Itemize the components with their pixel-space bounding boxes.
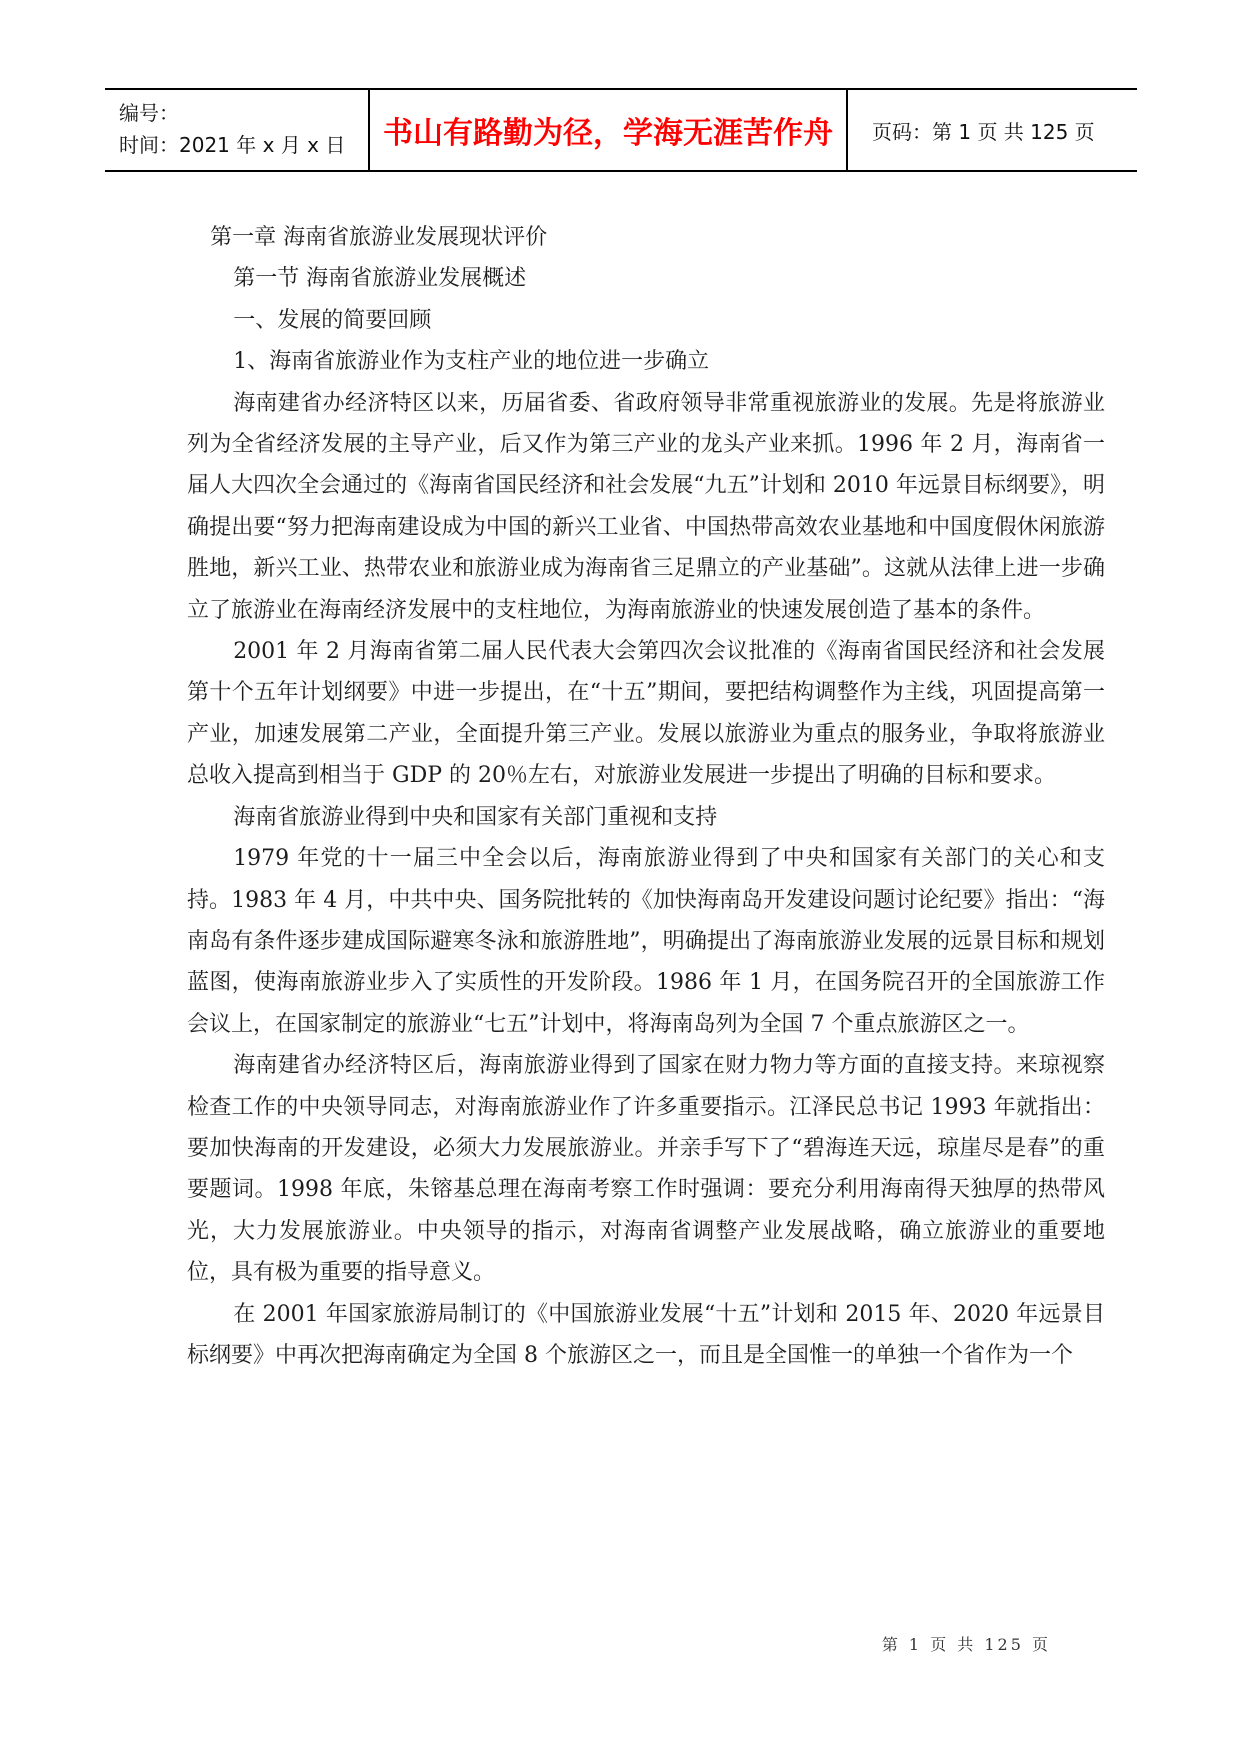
header-page-info: 页码：第 1 页 共 125 页 [872, 119, 1095, 144]
header-meta-cell [105, 90, 368, 170]
header-page-cell [848, 90, 1137, 170]
motto-text: 书山有路勤为径，学海无涯苦作舟 [383, 116, 833, 151]
heading-line: 第一节 海南省旅游业发展概述 [233, 266, 527, 292]
paragraph: 海南建省办经济特区以来，历届省委、省政府领导非常重视旅游业的发展。先是将旅游业列为全省经济发展的主导产业，后又作为第三产业的龙头产业来抓。1996 年 2 月，海南省一届人大四次全会通过的《海南省国民经济和社会发展“九五”计划和 2010 年远景目标纲要》，明确提出要“努力把海南建设成为中国的新兴工业省、中国热带高效农业基地和中国度假休闲旅游胜地，新兴工业、热带农业和旅游业成为海南省三足鼎立的产业基础”。这就从法律上进一步确立了旅游业在海南经济发展中的支柱地位，为海南旅游业的快速发展创造了基本的条件。 [187, 390, 1105, 623]
doc-number-label: 编号： [119, 101, 179, 125]
heading-line: 1、海南省旅游业作为支柱产业的地位进一步确立 [233, 349, 710, 375]
header-motto-cell [368, 90, 848, 170]
page-footer [882, 1632, 1051, 1655]
paragraph: 在 2001 年国家旅游局制订的《中国旅游业发展“十五”计划和 2015 年、2020 年远景目标纲要》中再次把海南确定为全国 8 个旅游区之一，而且是全国惟一的单独一个省作为一个 [187, 1301, 1105, 1368]
heading-line: 第一章 海南省旅游业发展现状评价 [210, 225, 548, 250]
header-table [105, 88, 1137, 172]
paragraph: 海南建省办经济特区后，海南旅游业得到了国家在财力物力等方面的直接支持。来琼视察检查工作的中央领导同志，对海南旅游业作了许多重要指示。江泽民总书记 1993 年就指出：要加快海南的开发建设，必须大力发展旅游业。并亲手写下了“碧海连天远，琼崖尽是春”的重要题词。1998 年底，朱镕基总理在海南考察工作时强调：要充分利用海南得天独厚的热带风光，大力发展旅游业。中央领导的指示，对海南省调整产业发展战略，确立旅游业的重要地位，具有极为重要的指导意义。 [187, 1053, 1105, 1286]
footer-page-number: 第 1 页 共 125 页 [881, 1635, 1051, 1654]
paragraph: 2001 年 2 月海南省第二届人民代表大会第四次会议批准的《海南省国民经济和社会发展第十个五年计划纲要》中进一步提出，在“十五”期间，要把结构调整作为主线，巩固提高第一产业，加速发展第二产业，全面提升第三产业。发展以旅游业为重点的服务业，争取将旅游业总收入提高到相当于 GDP 的 20％左右，对旅游业发展进一步提出了明确的目标和要求。 [187, 639, 1105, 789]
heading-line: 一、发展的简要回顾 [233, 307, 432, 333]
paragraph: 1979 年党的十一届三中全会以后，海南旅游业得到了中央和国家有关部门的关心和支持。1983 年 4 月，中共中央、国务院批转的《加快海南岛开发建设问题讨论纪要》指出：“海南岛有条件逐步建成国际避寒冬泳和旅游胜地”，明确提出了海南旅游业发展的远景目标和规划蓝图，使海南旅游业步入了实质性的开发阶段。1986 年 1 月，在国务院召开的全国旅游工作会议上，在国家制定的旅游业“七五”计划中，将海南岛列为全国 7 个重点旅游区之一。 [187, 846, 1105, 1037]
document-body [187, 217, 1105, 1376]
paragraph: 海南省旅游业得到中央和国家有关部门重视和支持 [233, 804, 718, 830]
doc-date-line: 时间：2021 年 x 月 x 日 [119, 133, 346, 157]
